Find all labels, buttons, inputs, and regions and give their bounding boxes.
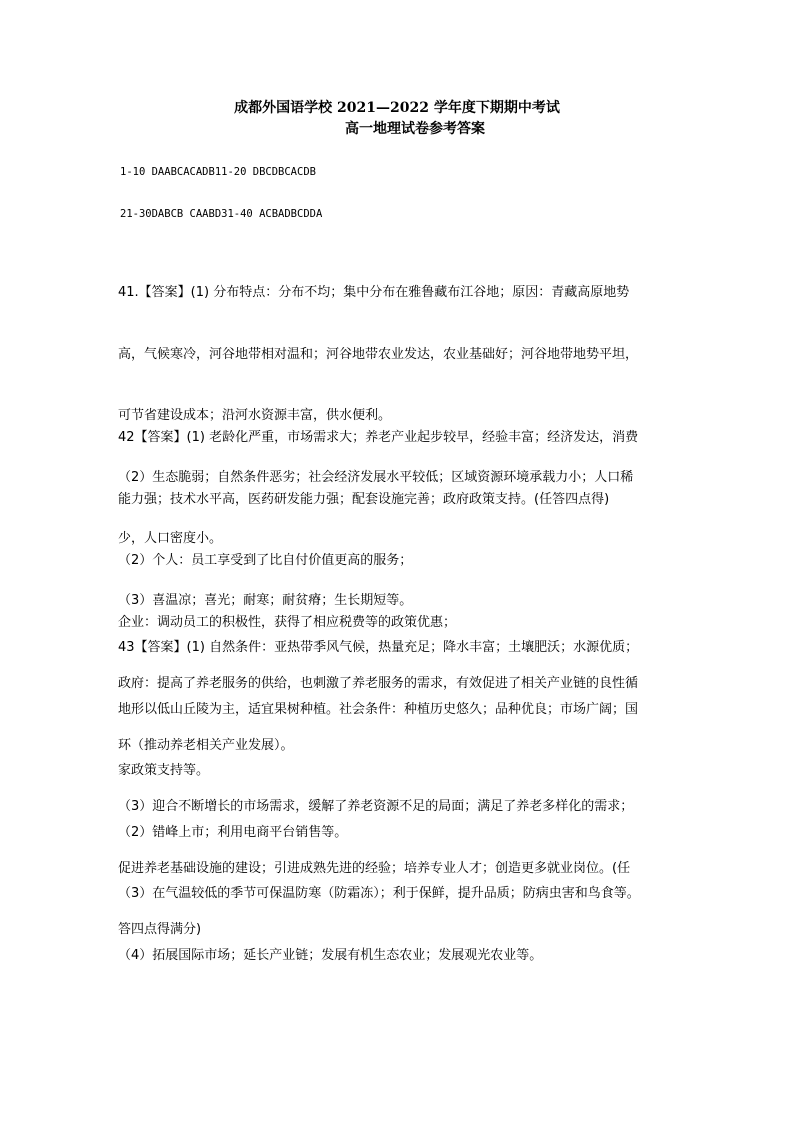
answer-42-line: 促进养老基础设施的建设；引进成熟先进的经验；培养专业人才；创造更多就业岗位。(任 <box>118 860 631 876</box>
answer-41-line: 少，人口密度小。 <box>118 531 223 546</box>
answer-41-line: 可节省建设成本；沿河水资源丰富，供水便利。 <box>118 408 392 423</box>
answer-43 <box>118 597 678 1007</box>
answer-41-line: 41.【答案】(1) 分布特点：分布不均；集中分布在雅鲁藏布江谷地；原因：青藏高原地势 <box>118 285 630 300</box>
answer-42-line: （3）迎合不断增长的市场需求，缓解了养老资源不足的局面；满足了养老多样化的需求； <box>118 799 634 814</box>
answer-42-line: 答四点得满分) <box>118 922 202 937</box>
answer-42-line: （2）个人：员工享受到了比自付价值更高的服务； <box>118 553 413 568</box>
answer-43-line: （4）拓展国际市场；延长产业链；发展有机生态农业；发展观光农业等。 <box>118 947 543 963</box>
answer-43-line: （2）错峰上市；利用电商平台销售等。 <box>118 824 348 840</box>
answer-41-line: 高，气候寒冷，河谷地带相对温和；河谷地带农业发达，农业基础好；河谷地带地势平坦， <box>118 346 639 362</box>
answer-42-line: 环（推动养老相关产业发展）。 <box>118 737 294 753</box>
answer-43-line: 43【答案】(1) 自然条件：亚热带季风气候，热量充足；降水丰富；土壤肥沃；水源优质； <box>118 640 639 655</box>
answer-42-line: 政府：提高了养老服务的供给，也刺激了养老服务的需求，有效促进了相关产业链的良性循 <box>118 676 639 691</box>
answer-41-line: （2）生态脆弱；自然条件恶劣；社会经济发展水平较低；区域资源环境承载力小；人口稀 <box>118 469 634 485</box>
answer-41-line: （3）喜温凉；喜光；耐寒；耐贫瘠；生长期短等。 <box>118 592 413 608</box>
choice-answers-line-1: 1-10 DAABCACADB11-20 DBCDBCACDB <box>120 166 316 178</box>
answer-43-line: （3）在气温较低的季节可保温防寒（防霜冻）；利于保鲜，提升品质；防病虫害和鸟食等。 <box>118 886 640 901</box>
answer-43-line: 地形以低山丘陵为主，适宜果树种植。社会条件：种植历史悠久；品种优良；市场广阔；国 <box>118 701 639 717</box>
answer-42-line: 企业：调动员工的积极性，获得了相应税费等的政策优惠； <box>118 614 457 630</box>
document-subtitle: 高一地理试卷参考答案 <box>345 121 485 137</box>
choice-answers-line-2: 21-30DABCB CAABD31-40 ACBADBCDDA <box>120 208 323 220</box>
answer-42-line: 能力强；技术水平高，医药研发能力强；配套设施完善；政府政策支持。(任答四点得) <box>118 491 610 507</box>
answer-42-line: 42【答案】(1) 老龄化严重，市场需求大；养老产业起步较早，经验丰富；经济发达，消费 <box>118 430 639 445</box>
document-title: 成都外国语学校 2021—2022 学年度下期期中考试 <box>234 100 560 116</box>
answer-43-line: 家政策支持等。 <box>118 763 210 778</box>
